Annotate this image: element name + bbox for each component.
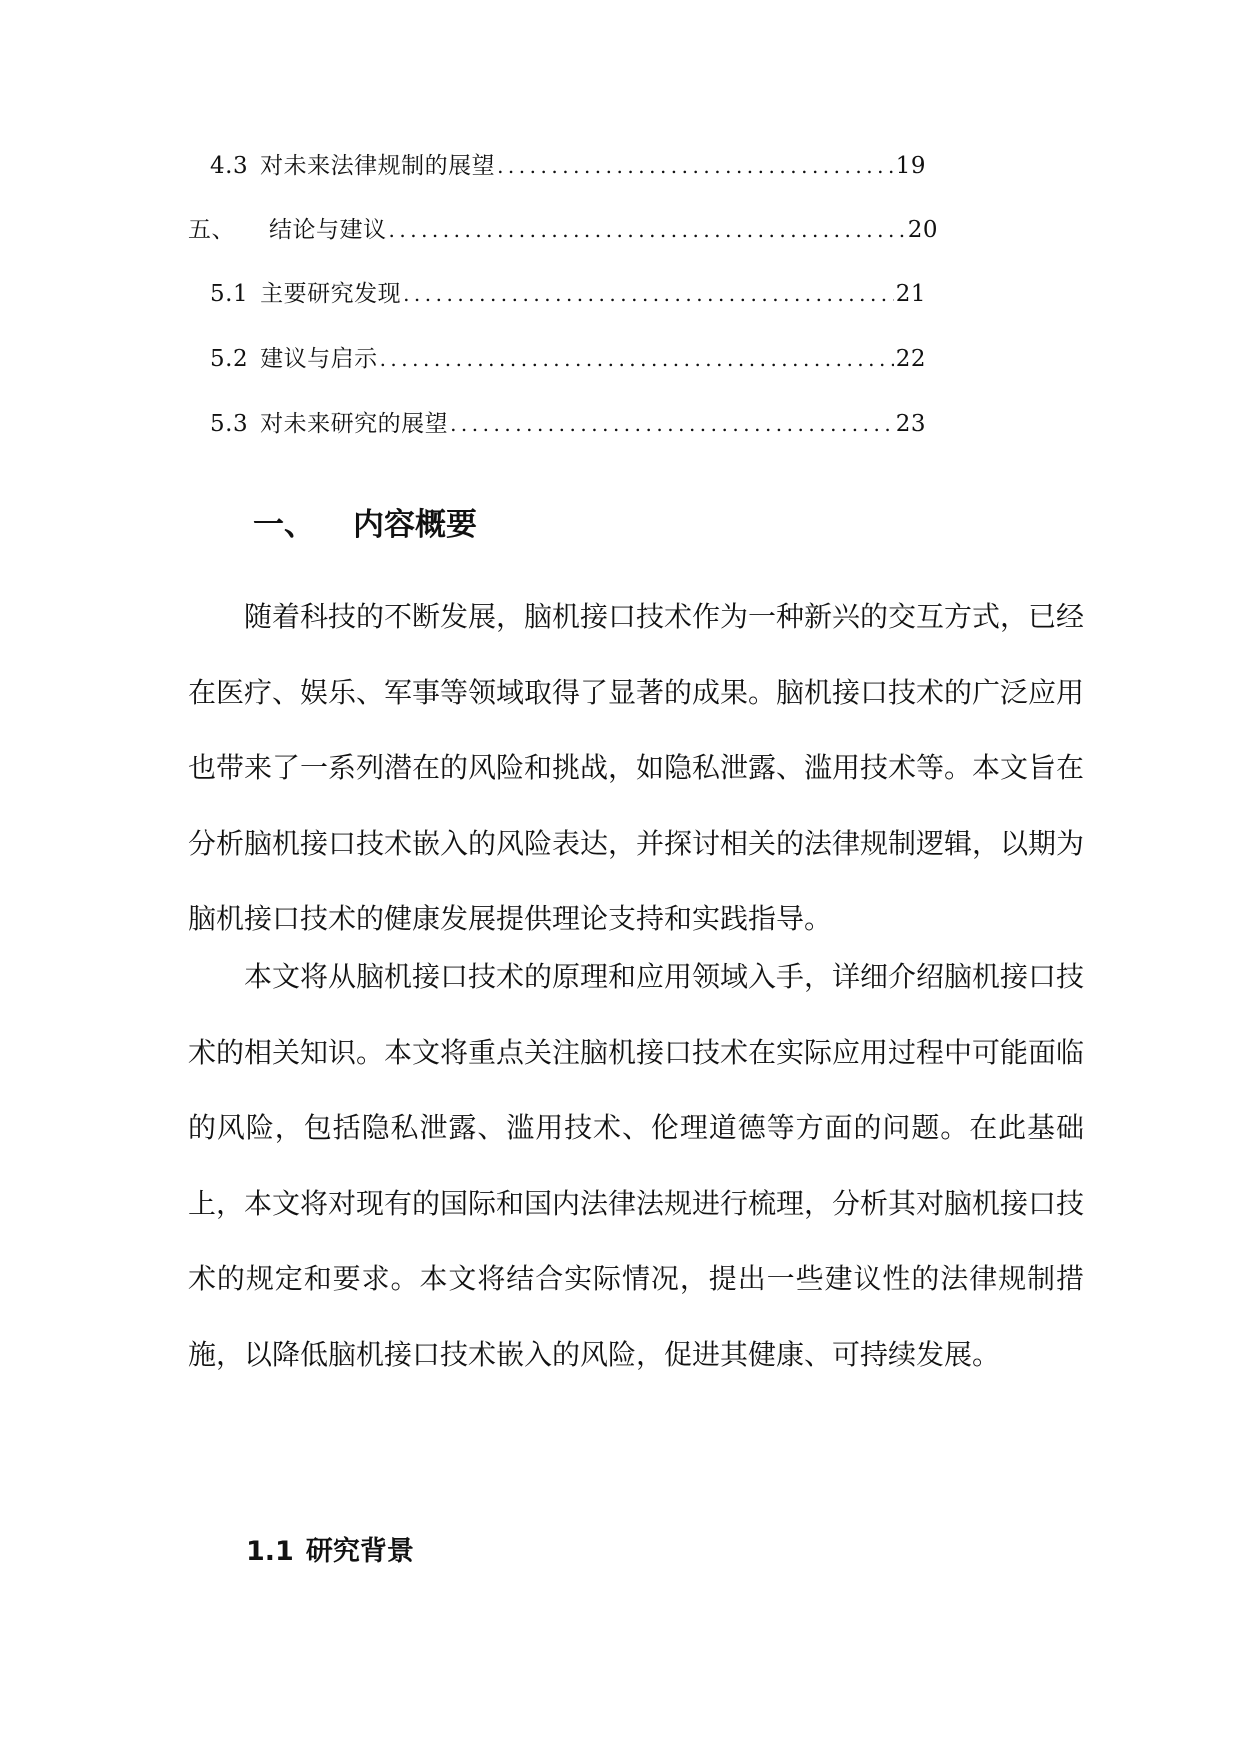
subsection-number: 1.1 — [246, 1536, 294, 1567]
toc-entry-4-3[interactable] — [210, 146, 926, 186]
subsection-heading — [246, 1532, 414, 1572]
toc-entry-title: 对未来研究的展望 — [260, 411, 449, 437]
toc-entry-5-1[interactable] — [210, 274, 926, 314]
toc-entry-5-3[interactable] — [210, 404, 926, 444]
body-paragraph: 本文将从脑机接口技术的原理和应用领域入手，详细介绍脑机接口技术的相关知识。本文将重点关注脑机接口技术在实际应用过程中可能面临的风险，包括隐私泄露、滥用技术、伦理道德等方面的问题。在此基础上，本文将对现有的国际和国内法律法规进行梳理，分析其对脑机接口技术的规定和要求。本文将结合实际情况，提出一些建议性的法律规制措施，以降低脑机接口技术嵌入的风险，促进其健康、可持续发展。 — [188, 960, 1085, 1371]
toc-entry-title: 结论与建议 — [269, 217, 387, 243]
section-heading — [253, 503, 477, 547]
body-paragraph: 随着科技的不断发展，脑机接口技术作为一种新兴的交互方式，已经在医疗、娱乐、军事等领域取得了显著的成果。脑机接口技术的广泛应用也带来了一系列潜在的风险和挑战，如隐私泄露、滥用技术等。本文旨在分析脑机接口技术嵌入的风险表达，并探讨相关的法律规制逻辑，以期为脑机接口技术的健康发展提供理论支持和实践指导。 — [188, 600, 1085, 935]
toc-entry-page: 23 — [895, 411, 926, 437]
toc-entry-page: 22 — [895, 346, 926, 372]
subsection-title: 研究背景 — [305, 1536, 414, 1567]
section-title: 内容概要 — [353, 507, 477, 543]
section-number: 一、 — [253, 507, 315, 543]
toc-leader-dots — [380, 339, 894, 379]
toc-entry-title: 主要研究发现 — [260, 281, 402, 307]
toc-leader-dots — [497, 146, 894, 186]
toc-entry-page: 21 — [895, 281, 926, 307]
toc-entry-number: 5.1 — [210, 281, 249, 307]
toc-entry-title: 对未来法律规制的展望 — [260, 153, 496, 179]
toc-entry-5-2[interactable] — [210, 339, 926, 379]
toc-entry-title: 建议与启示 — [260, 346, 378, 372]
toc-entry-page: 19 — [895, 153, 926, 179]
toc-entry-number: 4.3 — [210, 153, 249, 179]
toc-entry-5[interactable] — [188, 210, 938, 250]
toc-leader-dots — [450, 404, 894, 444]
toc-leader-dots — [389, 210, 906, 250]
toc-entry-page: 20 — [907, 217, 938, 243]
toc-entry-number: 五、 — [188, 217, 235, 243]
toc-entry-number: 5.2 — [210, 346, 249, 372]
toc-leader-dots — [403, 274, 894, 314]
toc-entry-number: 5.3 — [210, 411, 249, 437]
